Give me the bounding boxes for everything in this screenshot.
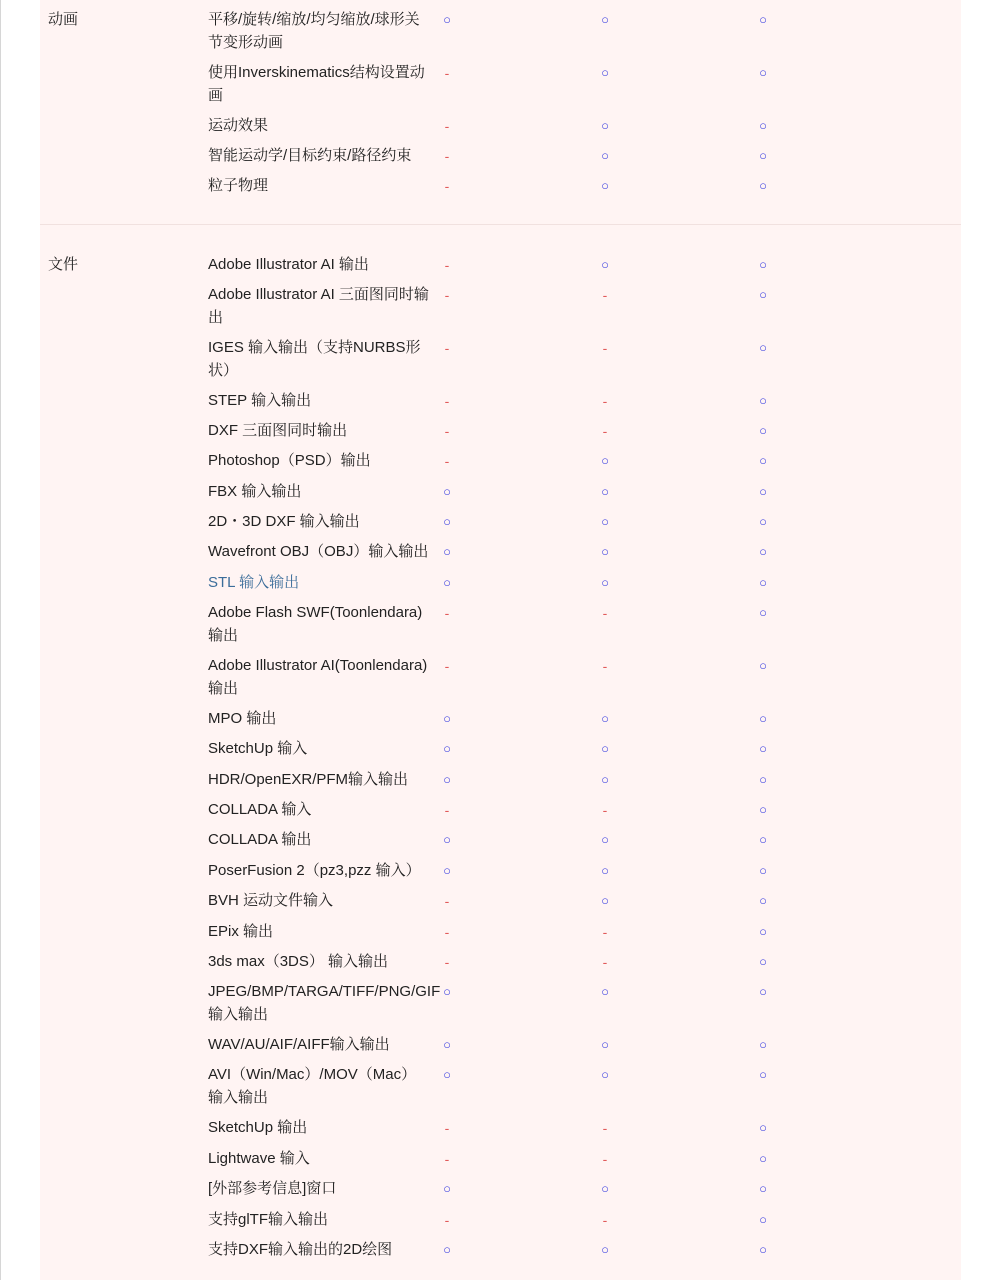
feature-name: 3ds max（3DS） 输入输出 — [208, 953, 389, 970]
unsupported-mark: - — [602, 1212, 608, 1228]
unsupported-mark: - — [444, 893, 450, 909]
unsupported-mark: - — [602, 802, 608, 818]
unsupported-mark: - — [444, 118, 450, 134]
supported-mark: ○ — [759, 1037, 767, 1052]
unsupported-mark: - — [444, 148, 450, 164]
feature-name: SketchUp 输出 — [208, 1119, 308, 1136]
supported-mark: ○ — [443, 984, 451, 999]
supported-mark: ○ — [759, 118, 767, 133]
supported-mark: ○ — [601, 453, 609, 468]
supported-mark: ○ — [759, 178, 767, 193]
supported-mark: ○ — [759, 257, 767, 272]
unsupported-mark: - — [602, 393, 608, 409]
feature-name: 支持DXF输入输出的2D绘图 — [208, 1241, 393, 1258]
feature-name: 2D・3D DXF 输入输出 — [208, 513, 360, 530]
unsupported-mark: - — [444, 954, 450, 970]
unsupported-mark: - — [602, 1120, 608, 1136]
supported-mark: ○ — [759, 832, 767, 847]
supported-mark: ○ — [759, 893, 767, 908]
supported-mark: ○ — [759, 148, 767, 163]
supported-mark: ○ — [601, 575, 609, 590]
supported-mark: ○ — [601, 1242, 609, 1257]
supported-mark: ○ — [443, 544, 451, 559]
feature-name: FBX 输入输出 — [208, 483, 302, 500]
feature-name: SketchUp 输入 — [208, 740, 308, 757]
supported-mark: ○ — [601, 1067, 609, 1082]
supported-mark: ○ — [443, 863, 451, 878]
supported-mark: ○ — [601, 118, 609, 133]
feature-name: PoserFusion 2（pz3,pzz 输入） — [208, 862, 421, 879]
feature-name: Adobe Flash SWF(Toonlendara)输出 — [208, 604, 423, 644]
supported-mark: ○ — [601, 1037, 609, 1052]
supported-mark: ○ — [759, 287, 767, 302]
feature-name: 平移/旋转/缩放/均匀缩放/球形关节变形动画 — [208, 11, 420, 51]
unsupported-mark: - — [444, 605, 450, 621]
unsupported-mark: - — [602, 423, 608, 439]
feature-name: Adobe Illustrator AI(Toonlendara)输出 — [208, 657, 428, 697]
supported-mark: ○ — [759, 423, 767, 438]
unsupported-mark: - — [444, 287, 450, 303]
supported-mark: ○ — [759, 575, 767, 590]
supported-mark: ○ — [601, 12, 609, 27]
feature-name: 智能运动学/目标约束/路径约束 — [208, 147, 412, 164]
feature-name: WAV/AU/AIF/AIFF输入输出 — [208, 1036, 390, 1053]
supported-mark: ○ — [443, 1181, 451, 1196]
supported-mark: ○ — [759, 1212, 767, 1227]
supported-mark: ○ — [759, 1067, 767, 1082]
supported-mark: ○ — [601, 65, 609, 80]
feature-name: DXF 三面图同时输出 — [208, 422, 348, 439]
feature-name: COLLADA 输出 — [208, 831, 312, 848]
feature-name: IGES 输入输出（支持NURBS形状） — [208, 339, 421, 379]
unsupported-mark: - — [444, 257, 450, 273]
supported-mark: ○ — [443, 772, 451, 787]
feature-name: 粒子物理 — [208, 177, 269, 194]
supported-mark: ○ — [759, 1242, 767, 1257]
supported-mark: ○ — [759, 802, 767, 817]
supported-mark: ○ — [443, 832, 451, 847]
supported-mark: ○ — [759, 544, 767, 559]
supported-mark: ○ — [443, 484, 451, 499]
supported-mark: ○ — [759, 658, 767, 673]
supported-mark: ○ — [759, 1120, 767, 1135]
supported-mark: ○ — [759, 1151, 767, 1166]
feature-name: HDR/OpenEXR/PFM输入输出 — [208, 771, 409, 788]
feature-name: 运动效果 — [208, 117, 269, 134]
supported-mark: ○ — [601, 484, 609, 499]
supported-mark: ○ — [759, 924, 767, 939]
supported-mark: ○ — [759, 65, 767, 80]
feature-link[interactable]: STL 输入输出 — [208, 574, 300, 591]
supported-mark: ○ — [759, 605, 767, 620]
supported-mark: ○ — [601, 178, 609, 193]
unsupported-mark: - — [444, 1212, 450, 1228]
supported-mark: ○ — [759, 772, 767, 787]
supported-mark: ○ — [443, 1067, 451, 1082]
supported-mark: ○ — [601, 1181, 609, 1196]
feature-name: [外部参考信息]窗口 — [208, 1180, 337, 1197]
unsupported-mark: - — [444, 423, 450, 439]
unsupported-mark: - — [444, 802, 450, 818]
supported-mark: ○ — [601, 711, 609, 726]
supported-mark: ○ — [759, 340, 767, 355]
supported-mark: ○ — [443, 711, 451, 726]
supported-mark: ○ — [759, 484, 767, 499]
supported-mark: ○ — [759, 1181, 767, 1196]
unsupported-mark: - — [444, 1120, 450, 1136]
supported-mark: ○ — [601, 148, 609, 163]
unsupported-mark: - — [602, 954, 608, 970]
supported-mark: ○ — [601, 984, 609, 999]
category-label: 动画 — [48, 11, 79, 28]
unsupported-mark: - — [602, 658, 608, 674]
feature-name: MPO 输出 — [208, 710, 277, 727]
supported-mark: ○ — [601, 514, 609, 529]
supported-mark: ○ — [759, 711, 767, 726]
feature-name: COLLADA 输入 — [208, 801, 312, 818]
supported-mark: ○ — [759, 514, 767, 529]
supported-mark: ○ — [759, 393, 767, 408]
supported-mark: ○ — [601, 257, 609, 272]
supported-mark: ○ — [601, 741, 609, 756]
supported-mark: ○ — [443, 1037, 451, 1052]
page-left-border — [0, 0, 1, 1280]
supported-mark: ○ — [601, 544, 609, 559]
feature-name: Adobe Illustrator AI 三面图同时输出 — [208, 286, 429, 326]
supported-mark: ○ — [443, 12, 451, 27]
supported-mark: ○ — [443, 575, 451, 590]
supported-mark: ○ — [759, 984, 767, 999]
supported-mark: ○ — [601, 893, 609, 908]
section-divider — [40, 224, 961, 225]
unsupported-mark: - — [602, 287, 608, 303]
unsupported-mark: - — [444, 658, 450, 674]
feature-name: Lightwave 输入 — [208, 1150, 310, 1167]
supported-mark: ○ — [601, 772, 609, 787]
unsupported-mark: - — [444, 65, 450, 81]
feature-name: Photoshop（PSD）输出 — [208, 452, 371, 469]
supported-mark: ○ — [759, 12, 767, 27]
supported-mark: ○ — [759, 954, 767, 969]
feature-name: AVI（Win/Mac）/MOV（Mac）输入输出 — [208, 1066, 417, 1106]
unsupported-mark: - — [602, 1151, 608, 1167]
feature-name: EPix 输出 — [208, 923, 274, 940]
unsupported-mark: - — [444, 393, 450, 409]
unsupported-mark: - — [444, 924, 450, 940]
supported-mark: ○ — [759, 453, 767, 468]
supported-mark: ○ — [601, 863, 609, 878]
feature-comparison-table — [40, 0, 961, 1280]
category-label: 文件 — [48, 256, 79, 273]
unsupported-mark: - — [444, 453, 450, 469]
unsupported-mark: - — [444, 1151, 450, 1167]
feature-name: 支持glTF输入输出 — [208, 1211, 329, 1228]
unsupported-mark: - — [602, 605, 608, 621]
supported-mark: ○ — [443, 1242, 451, 1257]
feature-name: Adobe Illustrator AI 输出 — [208, 256, 369, 273]
unsupported-mark: - — [602, 924, 608, 940]
unsupported-mark: - — [444, 178, 450, 194]
feature-name: 使用Inverskinematics结构设置动画 — [208, 64, 425, 104]
unsupported-mark: - — [602, 340, 608, 356]
feature-name: STEP 输入输出 — [208, 392, 312, 409]
supported-mark: ○ — [443, 741, 451, 756]
unsupported-mark: - — [444, 340, 450, 356]
supported-mark: ○ — [601, 832, 609, 847]
supported-mark: ○ — [443, 514, 451, 529]
feature-name: JPEG/BMP/TARGA/TIFF/PNG/GIF输入输出 — [208, 983, 441, 1023]
feature-name: Wavefront OBJ（OBJ）输入输出 — [208, 543, 429, 560]
feature-name: BVH 运动文件输入 — [208, 892, 334, 909]
supported-mark: ○ — [759, 741, 767, 756]
supported-mark: ○ — [759, 863, 767, 878]
